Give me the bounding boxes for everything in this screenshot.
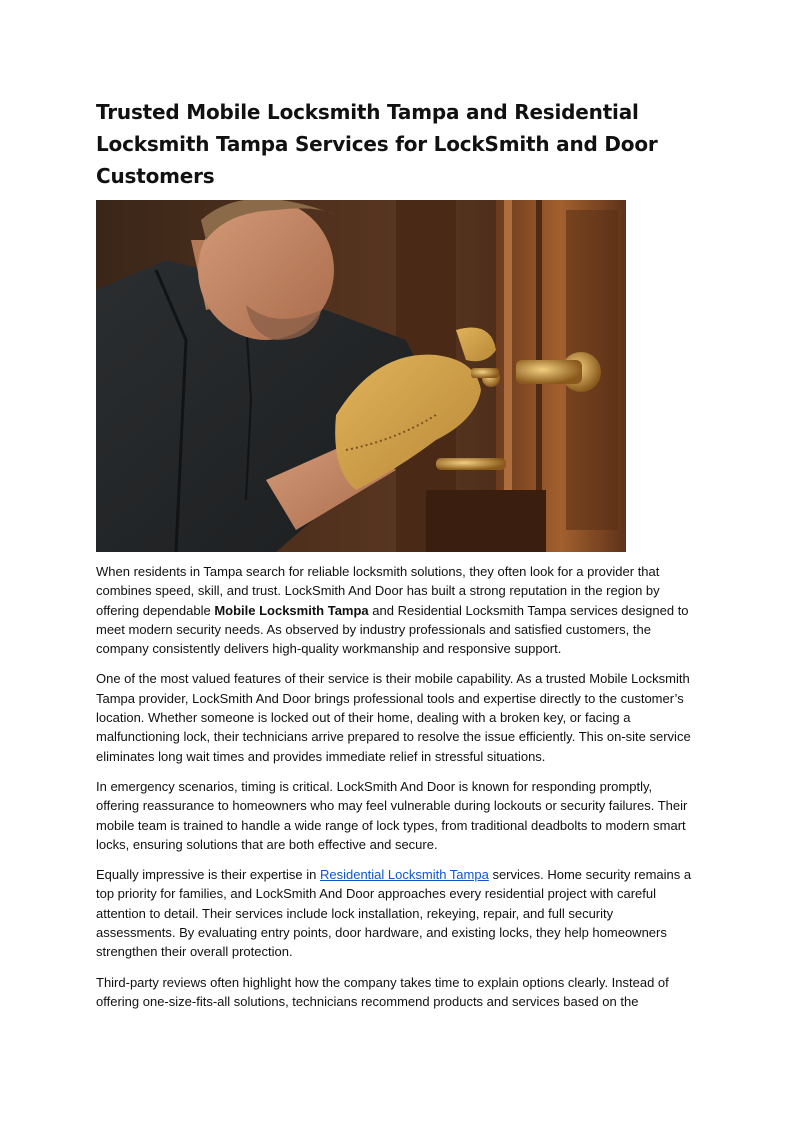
- page-title: Trusted Mobile Locksmith Tampa and Residential Locksmith Tampa Services for LockSmith and Door Customers: [96, 100, 658, 188]
- paragraph-3: In emergency scenarios, timing is critical. LockSmith And Door is known for responding promptly, offering reassurance to homeowners who may feel vulnerable during lockouts or security failures. Their mobile team is trained to handle a wide range of lock types, from traditional deadbolts to modern smart locks, ensuring solutions that are both effective and secure.: [96, 778, 688, 852]
- residential-locksmith-link[interactable]: Residential Locksmith Tampa: [319, 867, 489, 883]
- paragraph-2: One of the most valued features of their service is their mobile capability. As a trusted Mobile Locksmith Tampa provider, LockSmith And Door brings professional tools and expertise directly to the customer’s location. Whether someone is locked out of their home, dealing with a broken key, or facing a malfunctioning lock, their technicians arrive prepared to resolve the issue efficiently. This on-site service eliminates long wait times and provides immediate relief in stressful situations.: [96, 671, 691, 764]
- paragraph-4-text-b: services. Home security remains a top priority for families, and LockSmith And Door approaches every residential project with careful attention to detail. Their services include lock installation, rekeying, repair, and full security assessments. By evaluating entry points, door hardware, and existing locks, they help homeowners strengthen their overall protection.: [96, 867, 692, 960]
- locksmith-photo: [96, 200, 626, 552]
- bold-keyword: Mobile Locksmith Tampa: [214, 602, 369, 618]
- paragraph-4: [96, 865, 696, 961]
- paragraph-4-text-a: Equally impressive is their expertise in: [96, 867, 320, 883]
- article-body: [96, 562, 696, 1022]
- photo-illustration: [96, 200, 626, 552]
- paragraph-1-text-a: When residents in Tampa search for reliable locksmith solutions, they often look for a provider that combines speed, skill, and trust. LockSmith And Door has built a strong reputation in the region by offering dependable: [96, 564, 660, 618]
- paragraph-1-text-b: and Residential Locksmith Tampa services designed to meet modern security needs. As observed by industry professionals and satisfied customers, the company consistently delivers high-quality workmanship and responsive support.: [96, 602, 689, 657]
- document-page: [96, 96, 696, 1009]
- paragraph-1: [96, 562, 696, 658]
- paragraph-5: Third-party reviews often highlight how the company takes time to explain options clearly. Instead of offering one-size-fits-all solutions, technicians recommend products and services based on the: [96, 974, 669, 1009]
